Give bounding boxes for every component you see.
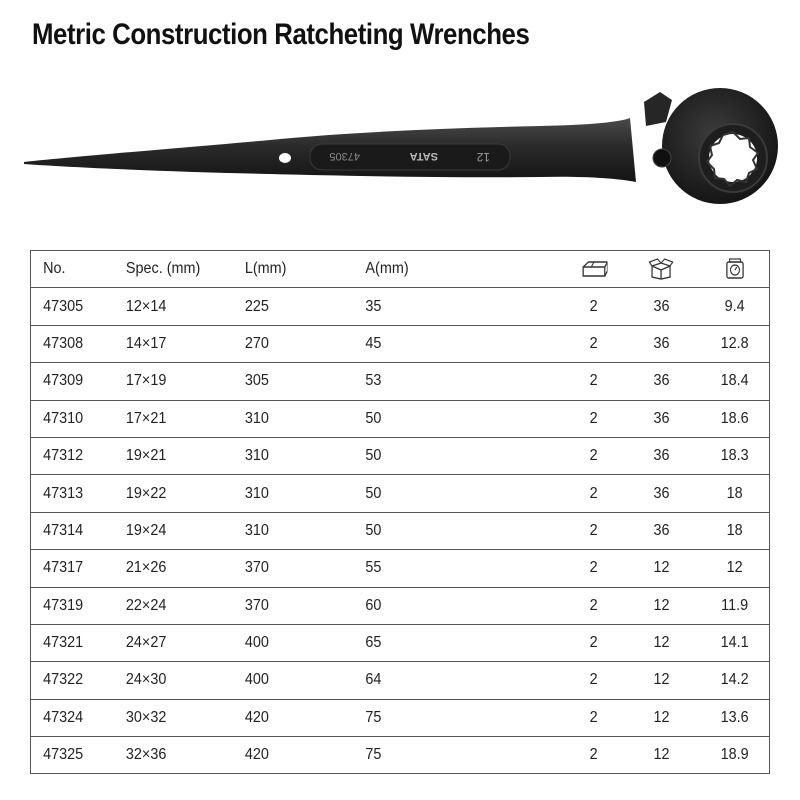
cell-carton-qty: 36 [627, 437, 696, 474]
cell-no: 47317 [35, 550, 116, 587]
cell-a: 50 [365, 475, 553, 512]
table-row [31, 363, 770, 400]
cell-no: 47319 [35, 587, 116, 624]
cell-length: 310 [244, 512, 349, 549]
cell-a: 65 [365, 624, 553, 661]
engraving-part-number: 47305 [329, 150, 360, 162]
spec-table [30, 250, 770, 774]
table-row [31, 624, 770, 661]
cell-carton-qty: 36 [627, 325, 696, 362]
cell-spec: 14×17 [126, 325, 233, 362]
cell-pack-qty: 2 [566, 512, 619, 549]
cell-no: 47310 [35, 400, 116, 437]
cell-carton-qty: 12 [627, 699, 696, 736]
cell-length: 420 [244, 746, 269, 764]
cell-a: 55 [365, 550, 553, 587]
cell-pack-qty: 2 [566, 587, 619, 624]
cell-a: 75 [365, 746, 382, 764]
cell-length: 270 [244, 325, 349, 362]
scale-weight-icon [725, 258, 745, 280]
carton-box-icon [649, 258, 674, 280]
header-length: L(mm) [244, 251, 349, 288]
cell-spec: 24×30 [126, 662, 233, 699]
cell-no: 47325 [42, 746, 83, 764]
cell-weight: 14.2 [703, 662, 766, 699]
cell-pack-qty: 2 [566, 662, 619, 699]
cell-weight: 18.6 [703, 400, 766, 437]
cell-weight: 18.3 [703, 437, 766, 474]
cell-no: 47314 [35, 512, 116, 549]
cell-carton-qty: 12 [627, 662, 696, 699]
cell-pack-qty: 2 [566, 288, 619, 325]
table-header-row [31, 251, 770, 288]
cell-weight: 11.9 [703, 587, 766, 624]
cell-pack-qty: 2 [566, 475, 619, 512]
header-no: No. [35, 251, 116, 288]
cell-weight: 18.9 [720, 746, 749, 764]
table-row [31, 512, 770, 549]
cell-no: 47313 [35, 475, 116, 512]
table-row [31, 437, 770, 474]
cell-no: 47322 [35, 662, 116, 699]
package-icon [580, 259, 607, 279]
cell-pack-qty: 2 [589, 746, 598, 764]
cell-spec: 30×32 [126, 699, 233, 736]
cell-carton-qty: 12 [627, 550, 696, 587]
cell-carton-qty: 36 [627, 363, 696, 400]
cell-a: 50 [365, 400, 553, 437]
cell-no: 47321 [35, 624, 116, 661]
header-a: A(mm) [365, 251, 553, 288]
cell-a: 60 [365, 587, 553, 624]
cell-no: 47309 [35, 363, 116, 400]
table-row [31, 400, 770, 437]
cell-pack-qty: 2 [566, 400, 619, 437]
cell-carton-qty: 12 [627, 624, 696, 661]
cell-length: 370 [244, 550, 349, 587]
brand-logo-text: SATA [409, 150, 438, 162]
cell-spec: 19×24 [126, 512, 233, 549]
cell-spec: 17×21 [126, 400, 233, 437]
cell-a: 64 [365, 662, 553, 699]
cell-weight: 18 [703, 512, 766, 549]
engraving-size-mark: 12 [476, 150, 490, 164]
cell-length: 310 [244, 437, 349, 474]
cell-carton-qty: 12 [627, 587, 696, 624]
page-title: Metric Construction Ratcheting Wrenches [32, 18, 530, 51]
cell-carton-qty: 36 [627, 288, 696, 325]
cell-spec: 22×24 [126, 587, 233, 624]
cell-carton-qty: 36 [627, 400, 696, 437]
cell-spec: 32×36 [126, 746, 167, 764]
cell-carton-qty: 12 [653, 746, 670, 764]
cell-pack-qty: 2 [566, 624, 619, 661]
header-spec: Spec. (mm) [126, 251, 233, 288]
cell-length: 370 [244, 587, 349, 624]
cell-weight: 9.4 [703, 288, 766, 325]
cell-a: 53 [365, 363, 553, 400]
ratcheting-wrench-image [20, 82, 790, 232]
cell-weight: 12 [703, 550, 766, 587]
cell-length: 310 [244, 400, 349, 437]
cell-a: 45 [365, 325, 553, 362]
cell-pack-qty: 2 [566, 325, 619, 362]
cell-pack-qty: 2 [566, 550, 619, 587]
table-row [31, 699, 770, 736]
cell-spec: 17×19 [126, 363, 233, 400]
table-row [31, 475, 770, 512]
cell-spec: 19×21 [126, 437, 233, 474]
cell-length: 400 [244, 624, 349, 661]
cell-no: 47324 [35, 699, 116, 736]
table-row [31, 587, 770, 624]
cell-spec: 19×22 [126, 475, 233, 512]
cell-weight: 12.8 [703, 325, 766, 362]
table-row [31, 288, 770, 325]
cell-no: 47305 [35, 288, 116, 325]
cell-pack-qty: 2 [566, 437, 619, 474]
cell-weight: 18 [703, 475, 766, 512]
cell-a: 75 [365, 699, 553, 736]
cell-length: 305 [244, 363, 349, 400]
cell-weight: 13.6 [703, 699, 766, 736]
cell-pack-qty: 2 [566, 363, 619, 400]
table-row [31, 325, 770, 362]
cell-spec: 24×27 [126, 624, 233, 661]
cell-pack-qty: 2 [566, 699, 619, 736]
cell-carton-qty: 36 [627, 475, 696, 512]
cell-carton-qty: 36 [627, 512, 696, 549]
cell-a: 50 [365, 512, 553, 549]
cell-length: 225 [244, 288, 349, 325]
cell-weight: 14.1 [703, 624, 766, 661]
cell-a: 35 [365, 288, 553, 325]
cell-length: 400 [244, 662, 349, 699]
table-row [31, 737, 770, 774]
cell-a: 50 [365, 437, 553, 474]
cell-no: 47308 [35, 325, 116, 362]
table-row [31, 550, 770, 587]
table-row [31, 662, 770, 699]
cell-spec: 12×14 [126, 288, 233, 325]
cell-spec: 21×26 [126, 550, 233, 587]
cell-length: 420 [244, 699, 349, 736]
cell-weight: 18.4 [703, 363, 766, 400]
cell-length: 310 [244, 475, 349, 512]
cell-no: 47312 [35, 437, 116, 474]
